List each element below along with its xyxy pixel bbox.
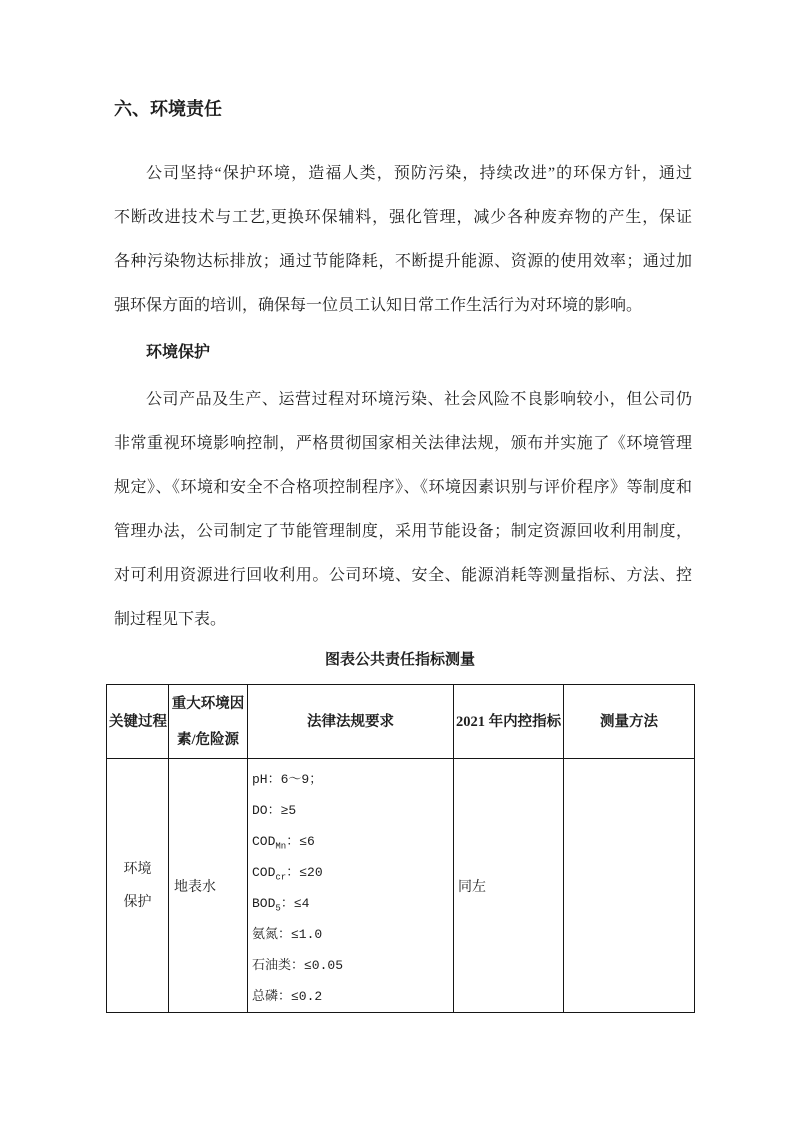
requirement-line: DO：≥5 [252,803,297,818]
table-row [107,759,695,1013]
requirement-line: $COD_{Mn}$：≤6 [252,834,315,852]
paragraph-line: 各种污染物达标排放；通过节能降耗，不断提升能源、资源的使用效率；通过加 [114,253,692,270]
header-cell-2021-control-target: 2021 年内控指标 [454,685,564,759]
document-text-block [114,97,692,642]
paragraph-line: 非常重视环境影响控制，严格贯彻国家相关法律法规，颁布并实施了《环境管理 [114,435,692,452]
table-caption: 图表公共责任指标测量 [324,652,475,668]
header-cell-measure-method: 测量方法 [564,685,695,759]
section-heading-environment-protection: 环境保护 [146,344,211,361]
paragraph-line: 规定》、《环境和安全不合格项控制程序》、《环境因素识别与评价程序》等制度和 [114,479,692,496]
table-header-row [107,685,695,759]
key-process-line: 环境 [123,861,152,877]
cell-measure-method [564,759,695,1013]
paragraph-line: 制过程见下表。 [114,611,227,628]
page-title: 六、环境责任 [114,99,222,119]
requirement-line: 石油类：≤0.05 [252,958,344,973]
requirement-line: $BOD_5$：≤4 [252,896,310,914]
key-process-line: 保护 [123,894,152,910]
header-cell-key-process: 关键过程 [107,685,169,759]
cell-legal-requirements [248,759,454,1013]
header-cell-env-factor: 重大环境因素/危险源 [169,685,248,759]
cell-key-process [107,759,169,1013]
paragraph-line: 管理办法，公司制定了节能管理制度，采用节能设备；制定资源回收利用制度， [114,523,692,540]
public-responsibility-metrics-table [106,684,695,1013]
paragraph-line: 公司坚持“保护环境，造福人类，预防污染，持续改进”的环保方针，通过 [146,165,692,182]
paragraph-line: 强环保方面的培训，确保每一位员工认知日常工作生活行为对环境的影响。 [114,297,643,314]
cell-2021-control-target: 同左 [454,759,564,1013]
paragraph-environment-control [114,378,692,642]
requirement-line: 氨氮：≤1.0 [252,927,323,942]
paragraph-line: 公司产品及生产、运营过程对环境污染、社会风险不良影响较小，但公司仍 [146,391,692,408]
requirement-line: $COD_{cr}$：≤20 [252,865,323,883]
cell-env-factor: 地表水 [169,759,248,1013]
paragraph-line: 不断改进技术与工艺,更换环保辅料，强化管理，减少各种废弃物的产生，保证 [114,209,692,226]
paragraph-environment-policy [114,152,692,328]
requirement-line: pH：6～9； [252,772,323,787]
paragraph-line: 对可利用资源进行回收利用。公司环境、安全、能源消耗等测量指标、方法、控 [114,567,692,584]
header-cell-legal-requirements: 法律法规要求 [248,685,454,759]
requirement-line: 总磷：≤0.2 [252,989,323,1004]
